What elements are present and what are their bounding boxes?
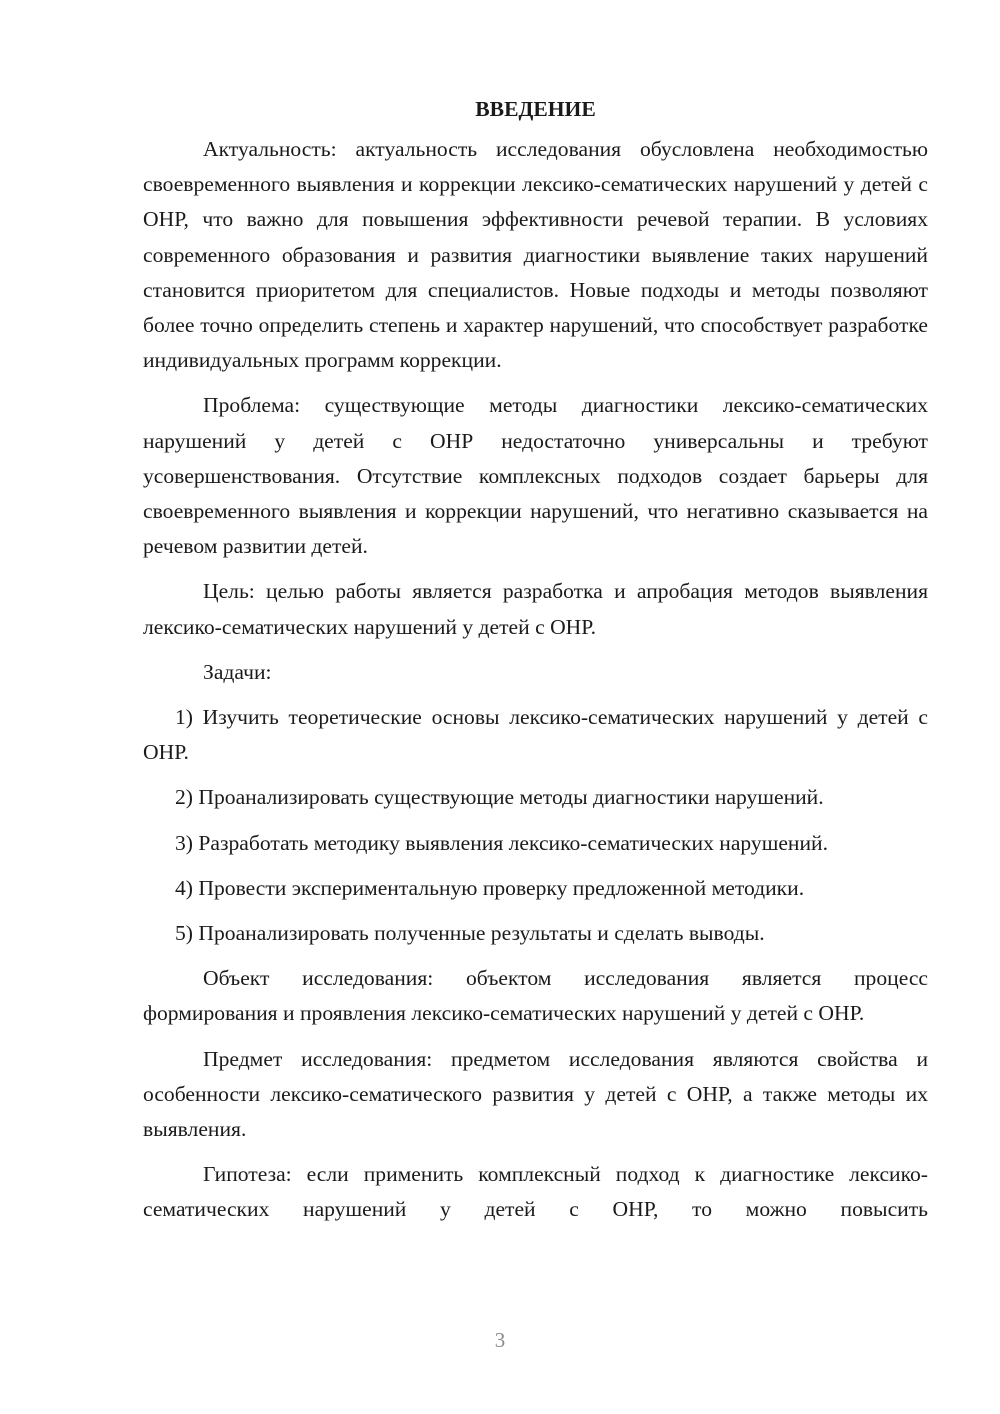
paragraph-goal: Цель: целью работы является разработка и апробация методов выявления лексико-сематических нарушений у детей с ОНР. — [143, 579, 928, 639]
task-item-1: 1) Изучить теоретические основы лексико-сематических нарушений у детей с ОНР. — [143, 705, 928, 765]
paragraph-relevance: Актуальность: актуальность исследования обусловлена необходимостью своевременного выявления и коррекции лексико-сематических нарушений у детей с ОНР, что важно для повышения эффективности речевой терапии. В условиях современного образования и развития диагностики выявление таких нарушений становится приоритетом для специалистов. Новые подходы и методы позволяют более точно определить степень и характер нарушений, что способствует разработке индивидуальных программ коррекции. — [143, 137, 928, 373]
task-item-2: 2) Проанализировать существующие методы диагностики нарушений. — [175, 785, 824, 810]
paragraph-object: Объект исследования: объектом исследования является процесс формирования и проявления лексико-сематических нарушений у детей с ОНР. — [143, 966, 928, 1026]
task-item-4: 4) Провести экспериментальную проверку предложенной методики. — [175, 875, 805, 900]
task-item-5: 5) Проанализировать полученные результаты и сделать выводы. — [175, 921, 765, 946]
paragraph-hypothesis: Гипотеза: если применить комплексный подход к диагностике лексико-сематических нарушений у детей с ОНР, то можно повысить — [143, 1162, 928, 1222]
document-page — [143, 92, 928, 1228]
paragraph-problem: Проблема: существующие методы диагностики лексико-сематических нарушений у детей с ОНР недостаточно универсальны и требуют усовершенствования. Отсутствие комплексных подходов создает барьеры для своевременного выявления и коррекции нарушений, что негативно сказывается на речевом развитии детей. — [143, 393, 928, 559]
task-item-3: 3) Разработать методику выявления лексико-сематических нарушений. — [175, 830, 828, 855]
paragraph-tasks-heading: Задачи: — [203, 659, 272, 684]
section-title: ВВЕДЕНИЕ — [475, 97, 596, 121]
page-number: 3 — [494, 1328, 506, 1352]
paragraph-subject: Предмет исследования: предметом исследования являются свойства и особенности лексико-сематического развития у детей с ОНР, а также методы их выявления. — [143, 1046, 928, 1142]
